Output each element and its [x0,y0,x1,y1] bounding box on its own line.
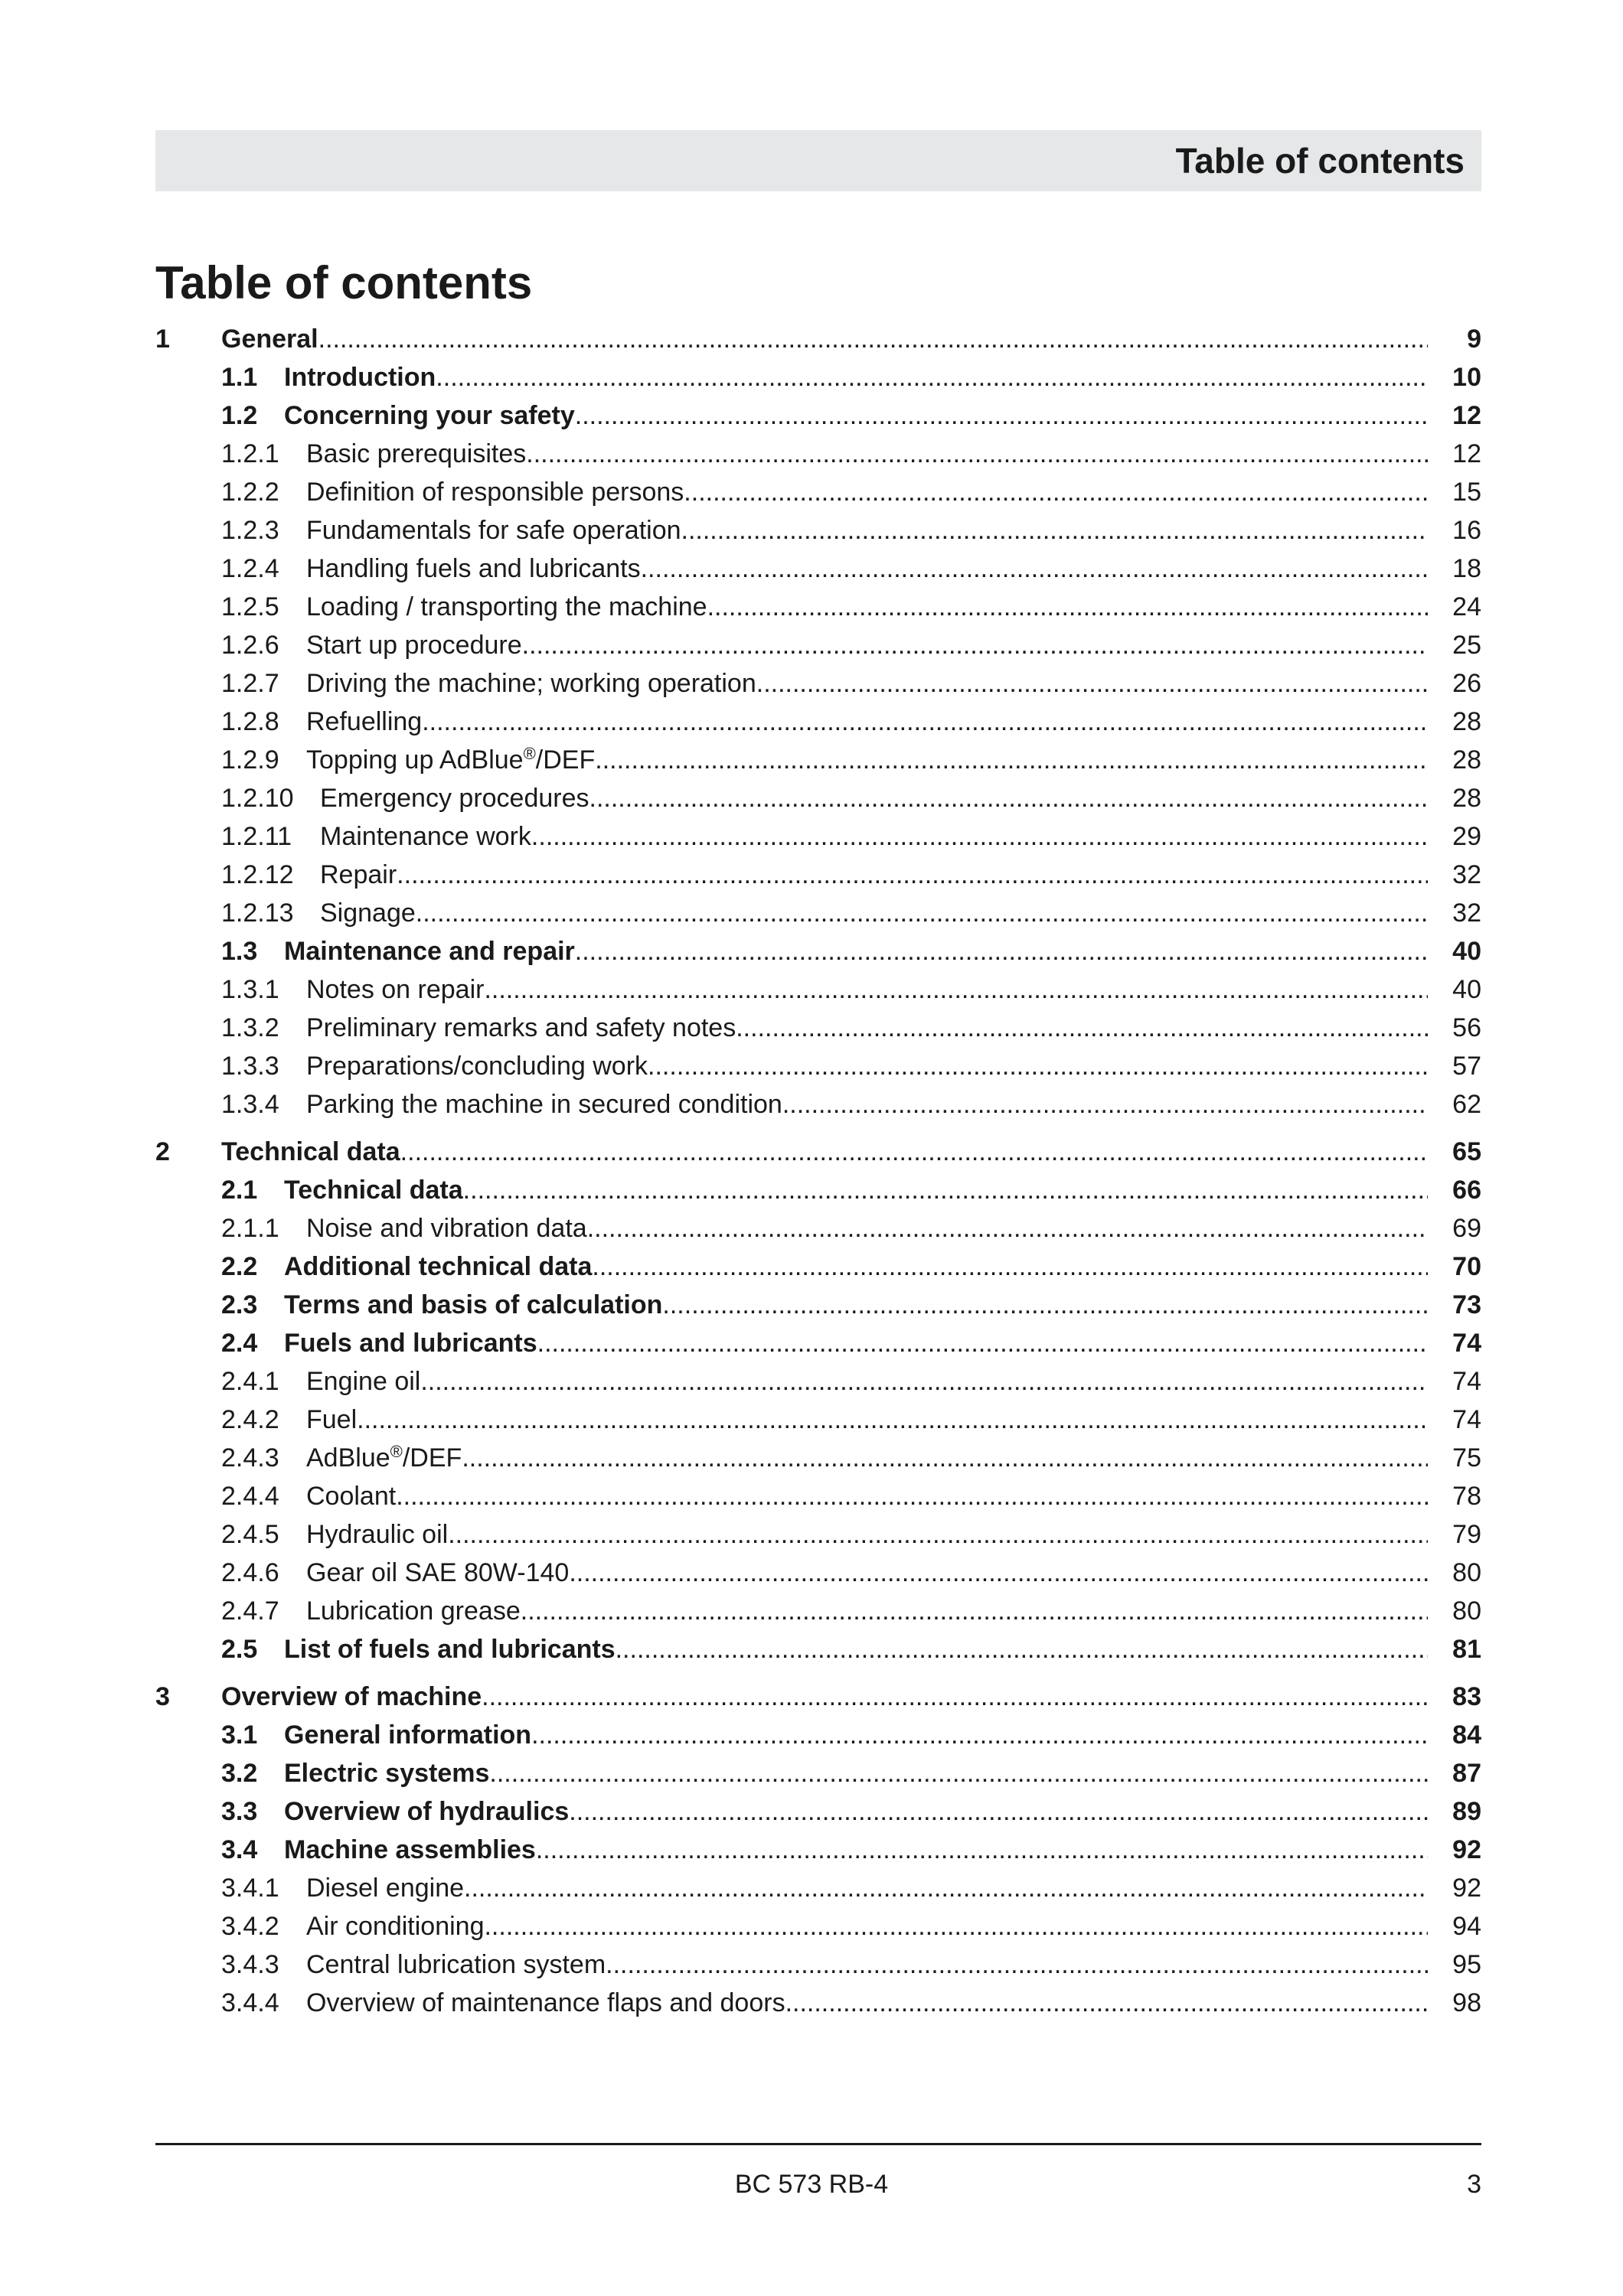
dot-leader [569,1554,1428,1592]
dot-leader [521,1592,1428,1630]
toc-entry[interactable] [155,1209,1481,1247]
toc-entry-number: 1.2.1 [221,439,279,468]
toc-entry-page: 83 [1452,1682,1481,1711]
toc-entry[interactable] [155,1171,1481,1209]
toc-entry[interactable] [155,1716,1481,1754]
toc-entry-title: Air conditioning [306,1912,485,1941]
toc-entry-page: 69 [1452,1214,1481,1243]
table-of-contents [155,320,1481,2022]
toc-entry[interactable] [155,1133,1481,1171]
dot-leader [707,588,1428,626]
toc-entry-title: Handling fuels and lubricants [306,554,641,583]
dot-leader [422,703,1428,741]
toc-entry[interactable] [155,1984,1481,2022]
dot-leader [357,1401,1428,1439]
dot-leader [463,1171,1428,1209]
toc-entry-page: 62 [1452,1090,1481,1119]
toc-entry-number: 1.3.3 [221,1052,279,1081]
dot-leader [397,856,1428,894]
toc-entry-number: 2.4.5 [221,1520,279,1549]
dot-leader [736,1009,1428,1047]
toc-entry[interactable] [155,1286,1481,1324]
toc-entry-number: 1.2 [221,401,258,430]
toc-entry-number: 2.4 [221,1329,258,1358]
dot-leader [785,1984,1428,2022]
page-title: Table of contents [155,257,533,308]
toc-entry[interactable] [155,1678,1481,1716]
toc-entry[interactable] [155,1477,1481,1515]
toc-entry-page: 57 [1452,1052,1481,1081]
toc-entry-page: 95 [1452,1950,1481,1979]
toc-entry-title: Diesel engine [306,1874,465,1903]
toc-entry-title: Loading / transporting the machine [306,592,707,621]
toc-entry-number: 1.2.2 [221,478,279,507]
toc-entry-page: 28 [1452,707,1481,736]
toc-entry-title: Hydraulic oil [306,1520,449,1549]
dot-leader [531,1716,1428,1754]
toc-entry[interactable] [155,817,1481,856]
dot-leader [684,473,1428,511]
toc-entry-number: 2.4.4 [221,1482,279,1511]
toc-entry-number: 1.3.2 [221,1013,279,1042]
dot-leader [464,1869,1428,1907]
toc-entry[interactable] [155,1792,1481,1831]
dot-leader [531,817,1428,856]
toc-entry-title: Additional technical data [284,1252,593,1281]
toc-entry-page: 12 [1452,439,1481,468]
toc-entry-number: 1.2.11 [221,822,292,851]
toc-entry-page: 29 [1452,822,1481,851]
toc-entry-title: Refuelling [306,707,423,736]
toc-entry[interactable] [155,511,1481,550]
toc-entry-title: Fuel [306,1405,358,1434]
toc-entry-title: Lubrication grease [306,1596,521,1626]
toc-entry-title: General information [284,1720,532,1750]
toc-entry[interactable] [155,664,1481,703]
toc-entry-title: AdBlue®/DEF [306,1442,462,1473]
toc-entry-title: Electric systems [284,1759,490,1788]
toc-entry[interactable] [155,932,1481,970]
toc-entry-title: Technical data [221,1137,400,1166]
toc-entry-page: 10 [1452,363,1481,392]
toc-entry-title: Preliminary remarks and safety notes [306,1013,736,1042]
dot-leader [569,1792,1428,1831]
toc-entry[interactable] [155,1869,1481,1907]
toc-entry-number: 1.2.10 [221,784,294,813]
toc-entry[interactable] [155,1362,1481,1401]
toc-entry-title: Machine assemblies [284,1835,536,1864]
toc-entry-title: Coolant [306,1482,397,1511]
dot-leader [522,626,1428,664]
toc-entry-number: 2.4.1 [221,1367,279,1396]
toc-entry-number: 2.5 [221,1635,258,1664]
toc-entry[interactable] [155,1247,1481,1286]
footer-divider [155,2143,1481,2145]
toc-entry-number: 3.4 [221,1835,258,1864]
dot-leader [592,1247,1428,1286]
toc-entry-title: Maintenance work [320,822,531,851]
toc-entry-page: 81 [1452,1635,1481,1664]
footer-document-id: BC 573 RB-4 [734,2170,889,2199]
toc-entry[interactable] [155,1945,1481,1984]
toc-entry[interactable] [155,396,1481,435]
toc-entry-number: 3.4.1 [221,1874,279,1903]
toc-entry-page: 94 [1452,1912,1481,1941]
footer-page-number: 3 [1467,2170,1481,2199]
toc-entry-number: 2.1 [221,1176,258,1205]
toc-entry-title: Notes on repair [306,975,485,1004]
toc-entry-page: 28 [1452,745,1481,775]
toc-entry-title: Overview of machine [221,1682,482,1711]
dot-leader [575,932,1428,970]
toc-entry-number: 2.1.1 [221,1214,279,1243]
toc-entry-page: 75 [1452,1443,1481,1473]
toc-entry-number: 1.2.9 [221,745,279,775]
toc-entry-number: 2.4.6 [221,1558,279,1587]
toc-entry[interactable] [155,1439,1481,1477]
toc-entry-page: 25 [1452,631,1481,660]
toc-entry-title: Technical data [284,1176,463,1205]
toc-entry-number: 1.2.4 [221,554,279,583]
dot-leader [575,396,1428,435]
dot-leader [681,511,1428,550]
toc-entry[interactable] [155,1009,1481,1047]
dot-leader [616,1630,1428,1668]
toc-entry[interactable] [155,1324,1481,1362]
toc-entry-page: 87 [1452,1759,1481,1788]
dot-leader [489,1754,1428,1792]
toc-entry-title: Terms and basis of calculation [284,1290,663,1319]
dot-leader [606,1945,1428,1984]
dot-leader [589,779,1428,817]
toc-entry-title: General [221,325,318,354]
toc-entry-number: 2.3 [221,1290,258,1319]
toc-entry-number: 3.4.4 [221,1988,279,2017]
toc-entry[interactable] [155,1554,1481,1592]
toc-entry-page: 66 [1452,1176,1481,1205]
toc-entry[interactable] [155,741,1481,779]
toc-entry-page: 40 [1452,975,1481,1004]
toc-entry[interactable] [155,703,1481,741]
toc-entry[interactable] [155,358,1481,396]
toc-entry[interactable] [155,550,1481,588]
toc-entry-number: 3.4.2 [221,1912,279,1941]
toc-entry-number: 2.2 [221,1252,258,1281]
toc-entry-number: 1.2.8 [221,707,279,736]
toc-entry-page: 26 [1452,669,1481,698]
toc-entry[interactable] [155,473,1481,511]
toc-entry-number: 1.2.6 [221,631,279,660]
toc-entry-title: Repair [320,860,397,889]
toc-entry-title: Engine oil [306,1367,421,1396]
dot-leader [641,550,1428,588]
dot-leader [484,970,1428,1009]
toc-entry-page: 24 [1452,592,1481,621]
toc-entry-page: 12 [1452,401,1481,430]
header-title: Table of contents [1175,141,1465,181]
toc-entry-title: Signage [320,899,416,928]
toc-entry-page: 79 [1452,1520,1481,1549]
toc-entry-number: 1.3.4 [221,1090,279,1119]
toc-entry[interactable] [155,1085,1481,1124]
toc-entry[interactable] [155,1630,1481,1668]
toc-entry-title: Overview of maintenance flaps and doors [306,1988,785,2017]
dot-leader [416,894,1428,932]
dot-leader [537,1324,1428,1362]
toc-entry-number: 2.4.2 [221,1405,279,1434]
toc-entry-title: Fundamentals for safe operation [306,516,681,545]
toc-entry[interactable] [155,588,1481,626]
toc-entry-number: 1.2.3 [221,516,279,545]
toc-entry-number: 3.2 [221,1759,258,1788]
toc-entry-title: Definition of responsible persons [306,478,684,507]
toc-entry-title: Noise and vibration data [306,1214,587,1243]
toc-entry-page: 89 [1452,1797,1481,1826]
toc-entry-number: 1.2.7 [221,669,279,698]
toc-entry-number: 3.4.3 [221,1950,279,1979]
dot-leader [400,1133,1428,1171]
toc-entry-page: 84 [1452,1720,1481,1750]
dot-leader [484,1907,1428,1945]
toc-entry-number: 1.2.12 [221,860,294,889]
dot-leader [756,664,1428,703]
toc-entry-page: 78 [1452,1482,1481,1511]
dot-leader [587,1209,1428,1247]
dot-leader [318,320,1428,358]
header-bar [155,130,1481,191]
dot-leader [462,1439,1428,1477]
dot-leader [536,1831,1428,1869]
toc-entry-number: 2 [155,1137,170,1166]
toc-entry-title: Start up procedure [306,631,522,660]
dot-leader [448,1515,1428,1554]
toc-entry[interactable] [155,894,1481,932]
toc-entry-title: Central lubrication system [306,1950,606,1979]
dot-leader [396,1477,1428,1515]
toc-entry[interactable] [155,1907,1481,1945]
toc-entry-title: Fuels and lubricants [284,1329,537,1358]
toc-entry-number: 1.3.1 [221,975,279,1004]
dot-leader [782,1085,1428,1124]
toc-entry[interactable] [155,1401,1481,1439]
toc-entry-page: 74 [1452,1405,1481,1434]
toc-entry[interactable] [155,970,1481,1009]
toc-entry[interactable] [155,1831,1481,1869]
toc-entry-page: 28 [1452,784,1481,813]
toc-entry[interactable] [155,320,1481,358]
toc-entry[interactable] [155,1047,1481,1085]
toc-entry-page: 32 [1452,899,1481,928]
toc-entry-number: 1 [155,325,170,354]
toc-entry[interactable] [155,1754,1481,1792]
toc-entry-title: Introduction [284,363,436,392]
toc-entry-title: Topping up AdBlue®/DEF [306,744,596,775]
toc-entry-page: 92 [1452,1874,1481,1903]
toc-entry-title: Basic prerequisites [306,439,527,468]
toc-entry-page: 98 [1452,1988,1481,2017]
toc-entry-page: 80 [1452,1558,1481,1587]
toc-entry-page: 9 [1467,325,1481,354]
toc-entry[interactable] [155,435,1481,473]
dot-leader [595,741,1428,779]
toc-entry-number: 2.4.7 [221,1596,279,1626]
toc-entry-title: Emergency procedures [320,784,589,813]
dot-leader [420,1362,1428,1401]
toc-entry[interactable] [155,1592,1481,1630]
toc-entry-number: 1.1 [221,363,258,392]
toc-entry-title: Driving the machine; working operation [306,669,756,698]
toc-entry-page: 18 [1452,554,1481,583]
toc-entry-page: 56 [1452,1013,1481,1042]
toc-entry-title: Maintenance and repair [284,937,575,966]
toc-entry-title: Overview of hydraulics [284,1797,570,1826]
toc-entry-page: 16 [1452,516,1481,545]
toc-entry-title: Gear oil SAE 80W-140 [306,1558,570,1587]
toc-entry-page: 70 [1452,1252,1481,1281]
toc-entry[interactable] [155,1515,1481,1554]
toc-entry-page: 73 [1452,1290,1481,1319]
toc-entry-number: 3.3 [221,1797,258,1826]
dot-leader [648,1047,1428,1085]
toc-entry-page: 15 [1452,478,1481,507]
toc-entry-page: 92 [1452,1835,1481,1864]
toc-entry-title: Preparations/concluding work [306,1052,648,1081]
toc-entry-page: 74 [1452,1329,1481,1358]
dot-leader [662,1286,1428,1324]
toc-entry-page: 40 [1452,937,1481,966]
dot-leader [482,1678,1428,1716]
toc-entry[interactable] [155,626,1481,664]
toc-entry-title: Parking the machine in secured condition [306,1090,782,1119]
toc-entry-page: 65 [1452,1137,1481,1166]
toc-entry-page: 32 [1452,860,1481,889]
toc-entry-number: 1.3 [221,937,258,966]
toc-entry-number: 3 [155,1682,170,1711]
dot-leader [526,435,1428,473]
toc-entry[interactable] [155,856,1481,894]
toc-entry-page: 80 [1452,1596,1481,1626]
toc-entry-page: 74 [1452,1367,1481,1396]
toc-entry[interactable] [155,779,1481,817]
toc-entry-title: List of fuels and lubricants [284,1635,616,1664]
toc-entry-title: Concerning your safety [284,401,575,430]
toc-entry-number: 3.1 [221,1720,258,1750]
toc-entry-number: 2.4.3 [221,1443,279,1473]
toc-entry-number: 1.2.5 [221,592,279,621]
dot-leader [436,358,1428,396]
toc-entry-number: 1.2.13 [221,899,294,928]
